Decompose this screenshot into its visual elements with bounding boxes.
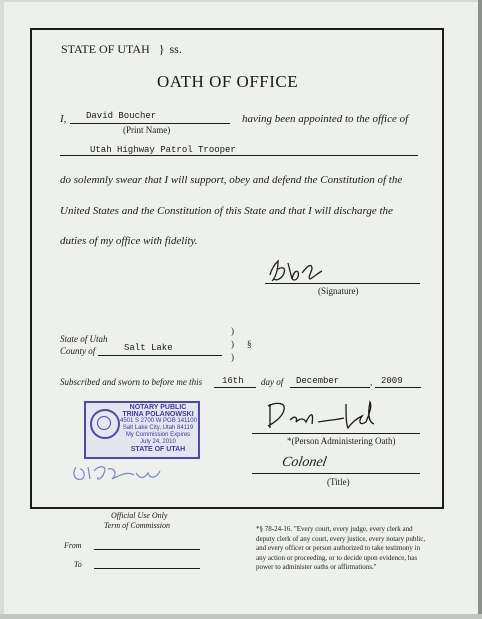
ss-label: ss. bbox=[169, 42, 182, 56]
administering-line bbox=[252, 433, 420, 434]
stamp-line-2: TRINA POLANOWSKI bbox=[122, 411, 194, 418]
administering-label: *(Person Administering Oath) bbox=[287, 436, 396, 446]
signature-line bbox=[265, 283, 420, 284]
day-value: 16th bbox=[222, 376, 244, 386]
venue-paren-2: ) bbox=[231, 339, 234, 349]
month-line bbox=[290, 387, 370, 388]
state-heading bbox=[61, 42, 182, 57]
title-label: (Title) bbox=[327, 477, 350, 487]
footnote-line-1: *§ 78-24-16. "Every court, every judge, every clerk and bbox=[256, 525, 413, 533]
stamp-line-3: 4501 S 2700 W POB 141100 bbox=[120, 418, 197, 424]
to-label: To bbox=[74, 560, 82, 569]
to-line bbox=[94, 568, 200, 569]
stamp-line-5: My Commission Expires bbox=[125, 432, 191, 438]
title-line bbox=[252, 473, 420, 474]
name-line bbox=[70, 123, 230, 124]
state-brace: } bbox=[158, 42, 165, 56]
county-value: Salt Lake bbox=[124, 343, 173, 353]
i-label: I, bbox=[60, 113, 67, 125]
venue-paren-3: ) bbox=[231, 352, 234, 362]
print-name-label: (Print Name) bbox=[123, 125, 171, 135]
venue-paren-1: ) bbox=[231, 326, 234, 336]
oath-text-line-1: do solemnly swear that I will support, obey and defend the Constitution of the bbox=[60, 174, 403, 186]
date-comma: , bbox=[370, 377, 373, 387]
term-of-commission-label: Term of Commission bbox=[104, 521, 170, 530]
name-value: David Boucher bbox=[86, 111, 157, 121]
appointed-text: having been appointed to the office of bbox=[242, 113, 409, 125]
stamp-line-6: July 24, 2010 bbox=[140, 439, 176, 445]
section-symbol: § bbox=[247, 339, 252, 349]
county-line bbox=[98, 355, 222, 356]
footnote-line-2: deputy clerk of any court, every justice, every notary public, bbox=[256, 534, 426, 543]
official-use-heading: Official Use Only bbox=[111, 511, 168, 520]
from-label: From bbox=[64, 541, 82, 550]
footnote-line-5: power to administer oaths or affirmations." bbox=[256, 563, 377, 571]
oath-text-line-2: United States and the Constitution of this State and that I will discharge the bbox=[60, 205, 393, 217]
page-title: OATH OF OFFICE bbox=[157, 72, 299, 91]
day-line bbox=[214, 387, 256, 388]
office-line bbox=[60, 155, 418, 156]
footnote-line-3: and every officer or person authorized to take testimony in bbox=[256, 544, 421, 552]
office-value: Utah Highway Patrol Trooper bbox=[90, 145, 236, 155]
signature-label: (Signature) bbox=[318, 286, 359, 296]
title-value: Colonel bbox=[280, 455, 328, 470]
administering-signature bbox=[262, 398, 382, 438]
officer-signature bbox=[262, 255, 332, 285]
county-label: County of bbox=[60, 346, 96, 356]
stamp-line-7: STATE OF UTAH bbox=[130, 446, 186, 453]
stamp-line-4: Salt Lake City, Utah 84119 bbox=[122, 425, 194, 431]
notary-stamp bbox=[84, 401, 200, 459]
notary-signature bbox=[68, 459, 178, 485]
oath-text-line-3: duties of my office with fidelity. bbox=[60, 235, 198, 247]
day-of-label: day of bbox=[261, 377, 284, 387]
footnote bbox=[256, 525, 425, 573]
sworn-prefix: Subscribed and sworn to before me this bbox=[60, 377, 203, 387]
state-seal-icon bbox=[90, 409, 120, 439]
stamp-line-1: NOTARY PUBLIC bbox=[129, 404, 187, 411]
footnote-line-4: any action or proceeding, or to decide upon evidence, has bbox=[256, 553, 418, 562]
scan-edge-right bbox=[478, 0, 482, 619]
state-label: STATE OF UTAH bbox=[61, 42, 150, 56]
year-value: 2009 bbox=[381, 376, 403, 386]
from-line bbox=[94, 549, 200, 550]
year-line bbox=[375, 387, 421, 388]
state-of-utah-label: State of Utah bbox=[60, 334, 108, 344]
month-value: December bbox=[296, 376, 340, 386]
scan-edge-bottom bbox=[0, 614, 482, 619]
